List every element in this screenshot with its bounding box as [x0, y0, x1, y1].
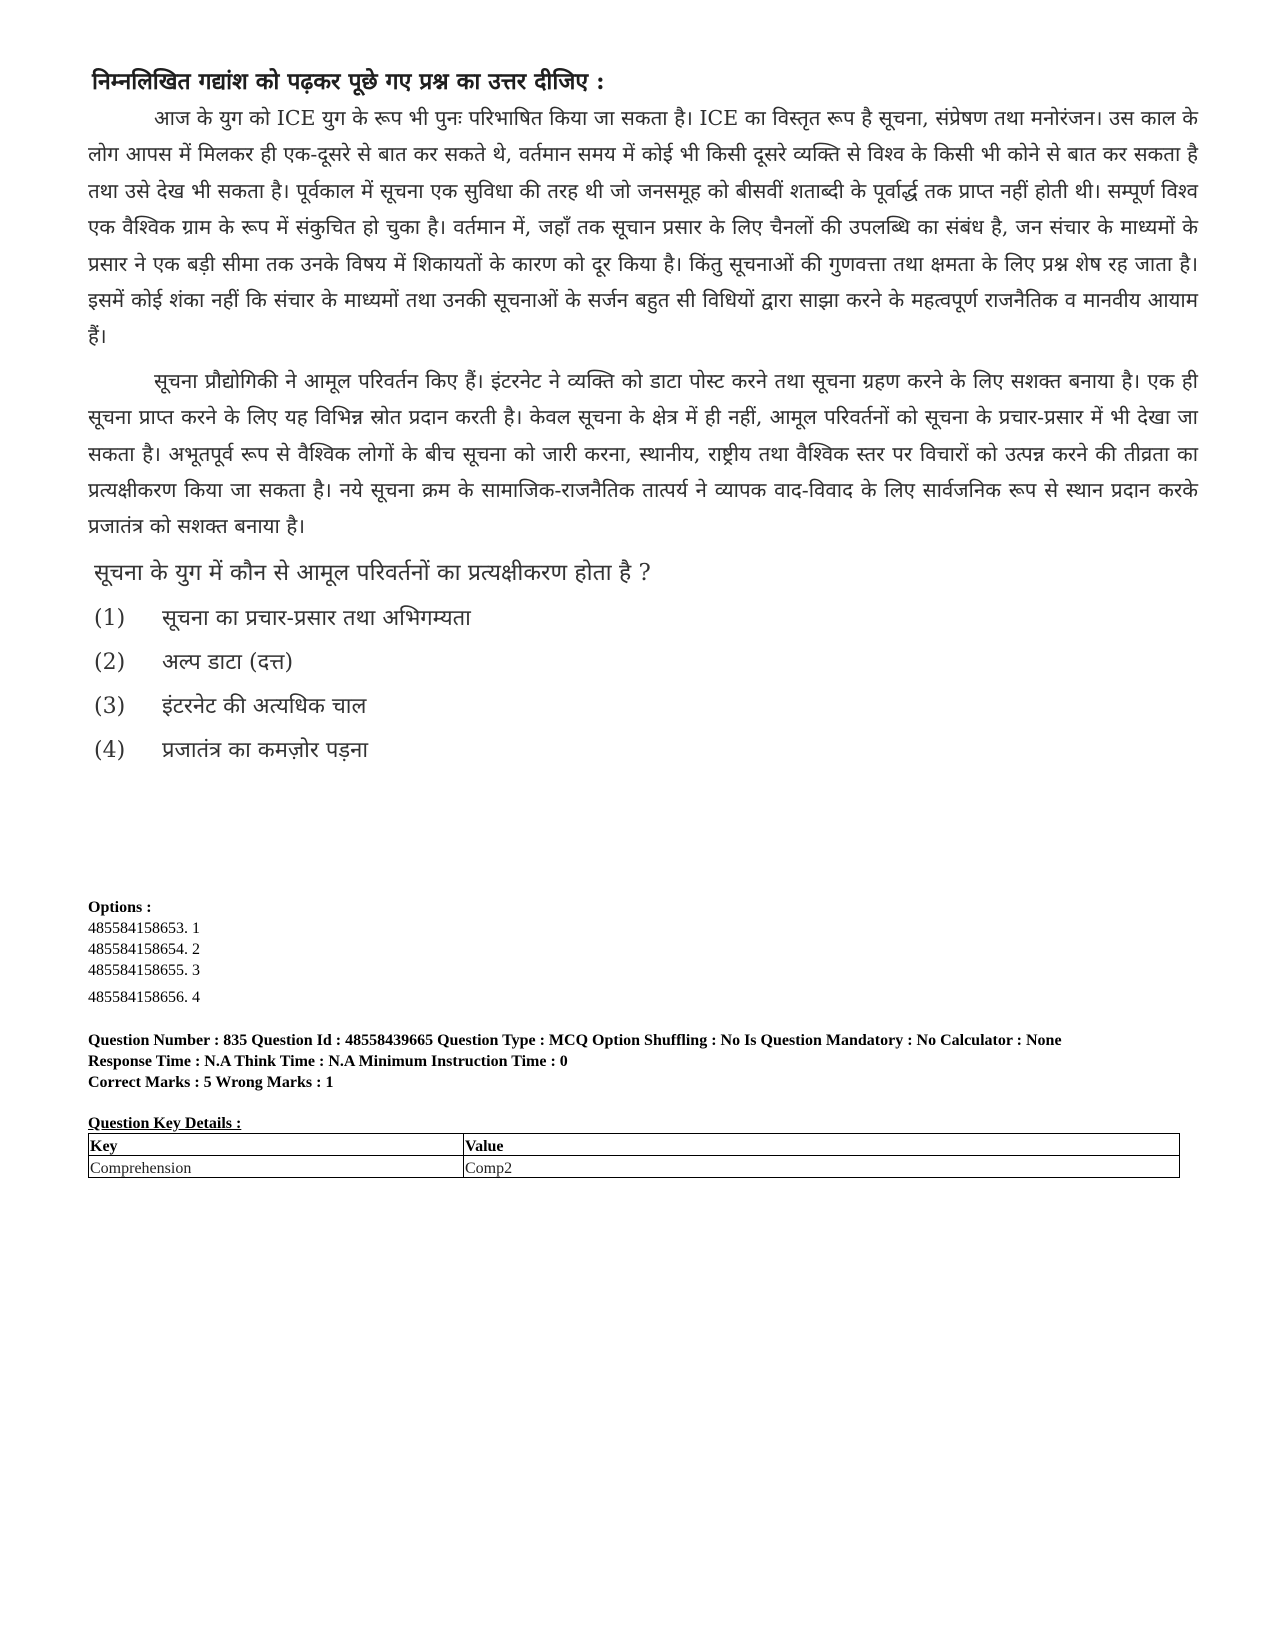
options-title: Options :: [88, 899, 152, 916]
option-id-item: 485584158654. 2: [88, 941, 200, 958]
key-details-table: [88, 1133, 1180, 1178]
choice-number: (1): [94, 605, 126, 631]
question-text: सूचना के युग में कौन से आमूल परिवर्तनों का प्रत्यक्षीकरण होता है ?: [94, 559, 651, 586]
option-id-item: 485584158656. 4: [88, 989, 200, 1006]
table-header-cell: Value: [464, 1134, 1180, 1156]
answer-choice: [94, 729, 1198, 773]
key-details-title: Question Key Details :: [88, 1115, 242, 1132]
option-id-item: 485584158653. 1: [88, 920, 200, 937]
option-id-item: 485584158655. 3: [88, 962, 200, 979]
answer-choice: [94, 597, 1198, 641]
question-info: [88, 1030, 1188, 1093]
choice-text: इंटरनेट की अत्यधिक चाल: [162, 693, 367, 719]
table-cell: Comp2: [464, 1156, 1180, 1178]
passage-heading: निम्नलिखित गद्यांश को पढ़कर पूछे गए प्रश्न का उत्तर दीजिए :: [92, 68, 605, 95]
passage-paragraph-1: आज के युग को ICE युग के रूप भी पुनः परिभाषित किया जा सकता है। ICE का विस्तृत रूप है सूचना, संप्रेषण तथा मनोरंजन। उस काल के लोग आपस में मिलकर ही एक-दूसरे से बात कर सकते थे, वर्तमान समय में कोई भी किसी दूसरे व्यक्ति से विश्व के किसी भी कोने से बात कर सकता है तथा उसे देख भी सकता है। पूर्वकाल में सूचना एक सुविधा की तरह थी जो जनसमूह को बीसवीं शताब्दी के पूर्वार्द्ध तक प्राप्त नहीं होती थी। सम्पूर्ण विश्व एक वैश्विक ग्राम के रूप में संकुचित हो चुका है। वर्तमान में, जहाँ तक सूचान प्रसार के लिए चैनलों की उपलब्धि का संबंध है, जन संचार के माध्यमों के प्रसार ने एक बड़ी सीमा तक उनके विषय में शिकायतों के कारण को दूर किया है। किंतु सूचनाओं की गुणवत्ता तथा क्षमता के लिए प्रश्न शेष रह जाता है। इसमें कोई शंका नहीं कि संचार के माध्यमों तथा उनकी सूचनाओं के सर्जन बहुत सी विधियों द्वारा साझा करने के महत्वपूर्ण राजनैतिक व मानवीय आयाम हैं।: [88, 106, 1198, 349]
table-header-cell: Key: [89, 1134, 464, 1156]
question-scan-image: [88, 56, 1198, 773]
question-metadata: [88, 898, 1188, 1178]
answer-choices: [94, 597, 1198, 773]
choice-text: अल्प डाटा (दत्त): [162, 649, 294, 675]
question-info-line: Response Time : N.A Think Time : N.A Minimum Instruction Time : 0: [88, 1053, 568, 1070]
passage-paragraph-2: सूचना प्रौद्योगिकी ने आमूल परिवर्तन किए हैं। इंटरनेट ने व्यक्ति को डाटा पोस्ट करने तथा सूचना ग्रहण करने के लिए सशक्त बनाया है। एक ही सूचना प्राप्त करने के लिए यह विभिन्न स्रोत प्रदान करती है। केवल सूचना के क्षेत्र में ही नहीं, आमूल परिवर्तनों को सूचना के प्रचार-प्रसार में भी देखा जा सकता है। अभूतपूर्व रूप से वैश्विक लोगों के बीच सूचना को जारी करना, स्थानीय, राष्ट्रीय तथा वैश्विक स्तर पर विचारों को उत्पन्न करने की तीव्रता का प्रत्यक्षीकरण किया जा सकता है। नये सूचना क्रम के सामाजिक-राजनैतिक तात्पर्य ने व्यापक वाद-विवाद के लिए सार्वजनिक रूप से स्थान प्रदान करके प्रजातंत्र को सशक्त बनाया है।: [88, 368, 1198, 539]
choice-number: (2): [94, 649, 126, 675]
choice-number: (3): [94, 693, 126, 719]
question-info-line: Question Number : 835 Question Id : 48558439665 Question Type : MCQ Option Shuffling : No Is Question Mandatory : No Calculator : None: [88, 1032, 1062, 1049]
table-cell: Comprehension: [89, 1156, 464, 1178]
choice-text: सूचना का प्रचार-प्रसार तथा अभिगम्यता: [162, 605, 471, 631]
question-info-line: Correct Marks : 5 Wrong Marks : 1: [88, 1074, 334, 1091]
answer-choice: [94, 685, 1198, 729]
table-header-row: [89, 1134, 1180, 1156]
choice-text: प्रजातंत्र का कमज़ोर पड़ना: [162, 737, 369, 763]
choice-number: (4): [94, 737, 126, 763]
answer-choice: [94, 641, 1198, 685]
table-row: [89, 1156, 1180, 1178]
